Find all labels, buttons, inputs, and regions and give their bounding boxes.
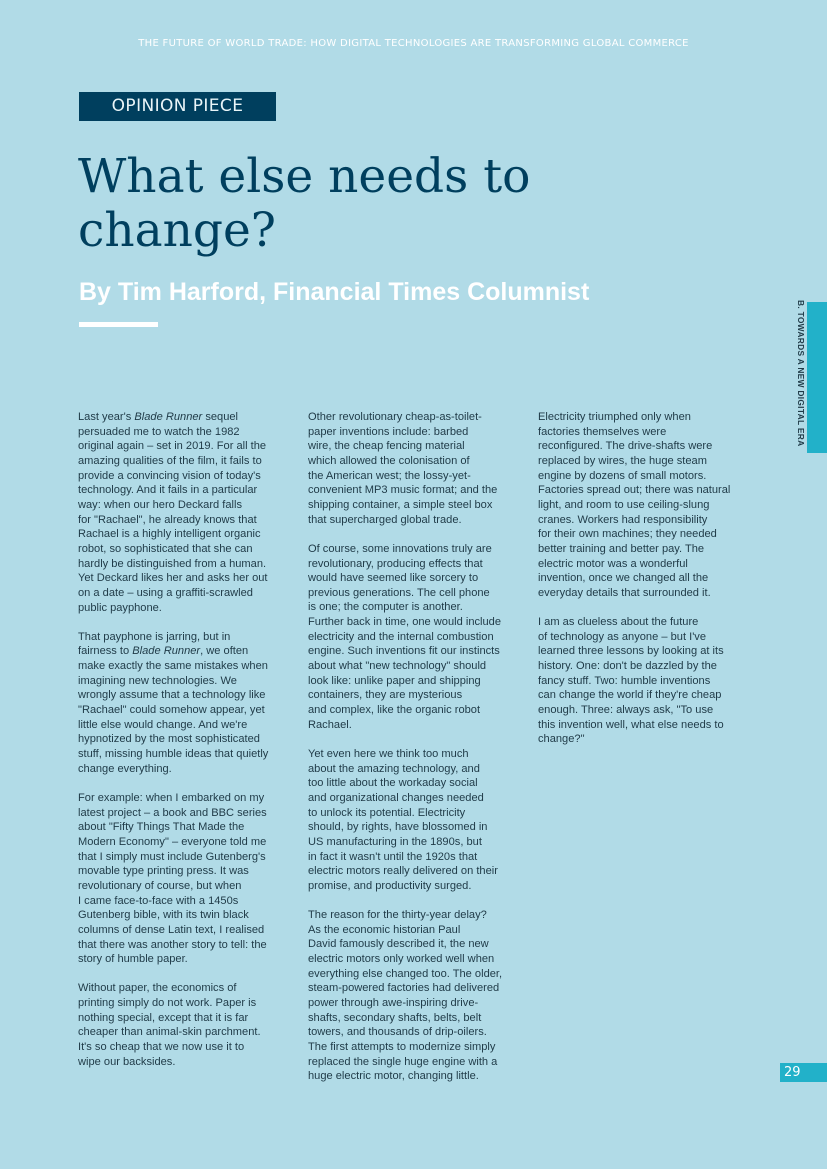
paragraph: Without paper, the economics of printing simply do not work. Paper is nothing special, except that it is far cheaper than animal-skin parchment. It's so cheap that we now use it to wipe our backsides. xyxy=(78,982,261,1068)
paragraph: Of course, some innovations truly are revolutionary, producing effects that would have seemed like sorcery to previous generations. The cell phone is one; the computer is another. Further back in time, one would include electricity and the internal combustion engine. Such inventions fit our instincts about what "new technology" should look like: unlike paper and shipping containers, they are mysterious and complex, like the organic robot Rachael. xyxy=(308,542,502,731)
paragraph: That payphone is jarring, but in fairness to Blade Runner, we often make exactly the same mistakes when imagining new technologies. We wrongly assume that a technology like "Rachael" could somehow appear, yet little else would change. And we're hypnotized by the most sophisticated stuff, missing humble ideas that quietly change everything. xyxy=(78,630,269,775)
running-head: THE FUTURE OF WORLD TRADE: HOW DIGITAL TECHNOLOGIES ARE TRANSFORMING GLOBAL COMMERCE xyxy=(138,38,689,49)
byline: By Tim Harford, Financial Times Columnist xyxy=(79,278,590,306)
paragraph: For example: when I embarked on my latest project – a book and BBC series about "Fifty Things That Made the Modern Economy" – everyone told me that I simply must include Gutenberg's movable type printing press. It was revolutionary of course, but when I came face-to-face with a 1450s Gutenberg bible, with its twin black columns of dense Latin text, I realised that there was another story to tell: the story of humble paper. xyxy=(78,791,267,966)
text-column-1 xyxy=(78,410,292,1084)
film-title: Blade Runner xyxy=(134,411,203,423)
section-tab xyxy=(807,302,827,453)
text-column-3 xyxy=(538,410,752,762)
page-number: 29 xyxy=(780,1063,827,1082)
title-rule xyxy=(79,322,158,327)
paragraph: Electricity triumphed only when factories themselves were reconfigured. The drive-shafts were replaced by wires, the huge steam engine by dozens of small motors. Factories spread out; there was natural light, and room to use ceiling-slung cranes. Workers had responsibility for their own machines; they needed better training and better pay. The electric motor was a wonderful invention, once we changed all the everyday details that surrounded it. xyxy=(538,411,731,599)
article-title: What else needs to change? xyxy=(78,149,531,258)
paragraph: Last year's Blade Runner sequel persuaded me to watch the 1982 original again – set in 2019. For all the amazing qualities of the film, it fails to provide a convincing vision of today's technology. And it fails in a particular way: when our hero Deckard falls for "Rachael", he already knows that Rachael is a highly intelligent organic robot, so sophisticated that she can hardly be distinguished from a human. Yet Deckard likes her and asks her out on a date – using a graffiti-scrawled public payphone. xyxy=(78,411,268,614)
paragraph: Other revolutionary cheap-as-toilet- paper inventions include: barbed wire, the cheap fencing material which allowed the colonisation of the American west; the lossy-yet- convenient MP3 music format; and the shipping container, a simple steel box that supercharged global trade. xyxy=(308,411,498,526)
film-title: Blade Runner xyxy=(132,645,201,658)
paragraph: Yet even here we think too much about the amazing technology, and too little about the workaday social and organizational changes needed to unlock its potential. Electricity should, by rights, have blossomed in US manufacturing in the 1890s, but in fact it wasn't until the 1920s that electric motors really delivered on their promise, and productivity surged. xyxy=(308,747,498,892)
opinion-piece-label: OPINION PIECE xyxy=(79,92,276,121)
text-column-2 xyxy=(308,410,522,1099)
section-label: B. TOWARDS A NEW DIGITAL ERA xyxy=(796,300,806,447)
paragraph: I am as clueless about the future of technology as anyone – but I've learned three lessons by looking at its history. One: don't be dazzled by the fancy stuff. Two: humble inventions can change the world if they're cheap enough. Three: always ask, "To use this invention well, what else needs to change?" xyxy=(538,616,724,746)
paragraph: The reason for the thirty-year delay? As the economic historian Paul David famously described it, the new electric motors only worked well when everything else changed too. The older, steam-powered factories had delivered power through awe-inspiring drive- shafts, secondary shafts, belts, belt towers, and thousands of drip-oilers. The first attempts to modernize simply replaced the single huge engine with a huge electric motor, changing little. xyxy=(308,909,503,1083)
